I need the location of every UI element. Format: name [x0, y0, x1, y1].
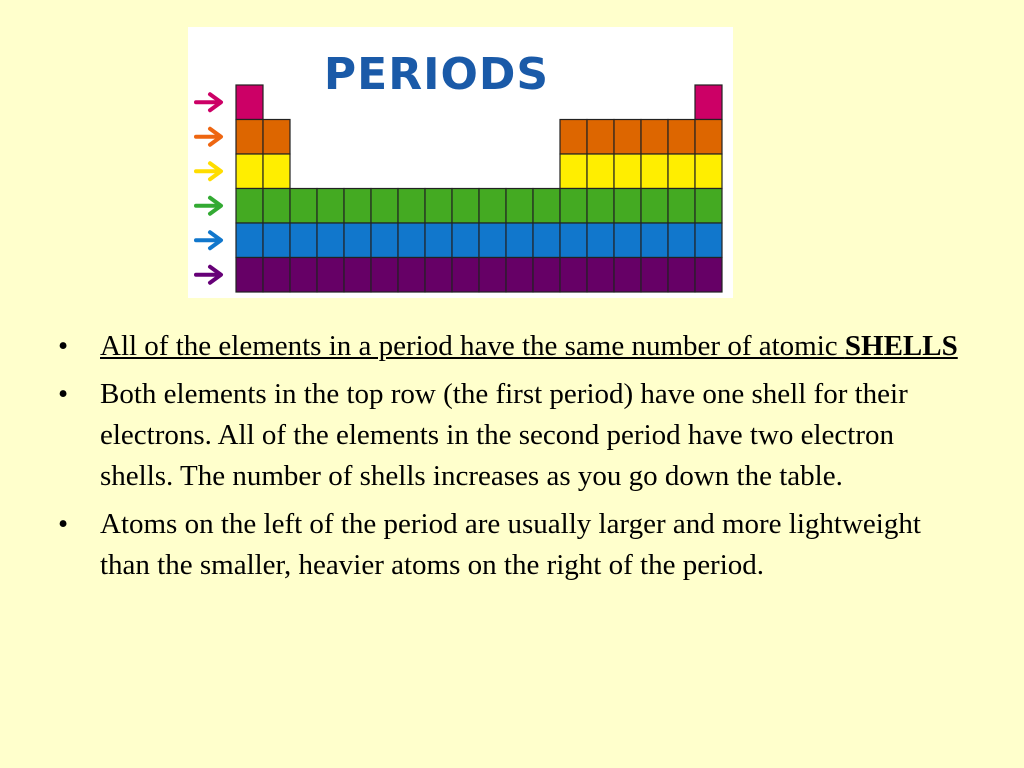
- bullet-list: [58, 326, 958, 593]
- bullet-emphasis: SHELLS: [844, 330, 958, 362]
- element-cell: [560, 223, 587, 258]
- element-cell: [263, 258, 290, 293]
- element-cell: [560, 120, 587, 155]
- element-cell: [344, 223, 371, 258]
- element-cell: [560, 258, 587, 293]
- periodic-table-grid: [188, 27, 733, 298]
- element-cell: [668, 258, 695, 293]
- element-cell: [641, 154, 668, 189]
- bullet-text: All of the elements in a period have the same number of atomic: [100, 330, 845, 362]
- element-cell: [398, 223, 425, 258]
- bullet-marker: •: [58, 330, 69, 362]
- element-cell: [641, 258, 668, 293]
- element-cell: [317, 189, 344, 224]
- element-cell: [641, 189, 668, 224]
- element-cell: [344, 258, 371, 293]
- right-arrow-icon: [196, 94, 221, 110]
- element-cell: [479, 189, 506, 224]
- element-cell: [398, 189, 425, 224]
- element-cell: [452, 223, 479, 258]
- element-cell: [587, 223, 614, 258]
- element-cell: [695, 154, 722, 189]
- element-cell: [695, 189, 722, 224]
- element-cell: [614, 120, 641, 155]
- bullet-marker: •: [58, 508, 69, 540]
- element-cell: [371, 258, 398, 293]
- element-cell: [317, 223, 344, 258]
- element-cell: [587, 154, 614, 189]
- element-cell: [263, 223, 290, 258]
- element-cell: [587, 258, 614, 293]
- element-cell: [263, 154, 290, 189]
- right-arrow-icon: [196, 129, 221, 145]
- element-cell: [479, 258, 506, 293]
- bullet-text: Both elements in the top row (the first period) have one shell for their electrons. All of the elements in the second period have two electron shells. The number of shells increases as you go down the table.: [100, 378, 908, 492]
- right-arrow-icon: [196, 232, 221, 248]
- element-cell: [371, 223, 398, 258]
- element-cell: [236, 189, 263, 224]
- element-cell: [236, 154, 263, 189]
- element-cell: [506, 189, 533, 224]
- element-cell: [479, 223, 506, 258]
- element-cell: [425, 223, 452, 258]
- right-arrow-icon: [196, 198, 221, 214]
- element-cell: [317, 258, 344, 293]
- element-cell: [668, 154, 695, 189]
- element-cell: [614, 189, 641, 224]
- element-cell: [533, 258, 560, 293]
- element-cell: [668, 189, 695, 224]
- element-cell: [560, 154, 587, 189]
- element-cell: [371, 189, 398, 224]
- element-cell: [641, 223, 668, 258]
- element-cell: [290, 258, 317, 293]
- element-cell: [614, 223, 641, 258]
- element-cell: [587, 120, 614, 155]
- element-cell: [668, 223, 695, 258]
- element-cell: [614, 154, 641, 189]
- element-cell: [695, 85, 722, 120]
- bullet-text: Atoms on the left of the period are usually larger and more lightweight than the smaller, heavier atoms on the right of the period.: [100, 508, 921, 581]
- element-cell: [425, 258, 452, 293]
- element-cell: [344, 189, 371, 224]
- element-cell: [695, 223, 722, 258]
- element-cell: [614, 258, 641, 293]
- element-cell: [290, 223, 317, 258]
- element-cell: [236, 120, 263, 155]
- element-cell: [236, 85, 263, 120]
- right-arrow-icon: [196, 267, 221, 283]
- bullet-item-2: [58, 374, 958, 497]
- element-cell: [263, 189, 290, 224]
- element-cell: [533, 223, 560, 258]
- element-cell: [695, 258, 722, 293]
- bullet-item-1: [58, 326, 958, 367]
- element-cell: [452, 258, 479, 293]
- element-cell: [290, 189, 317, 224]
- element-cell: [398, 258, 425, 293]
- bullet-marker: •: [58, 378, 69, 410]
- figure-title: PERIODS: [323, 49, 550, 100]
- element-cell: [668, 120, 695, 155]
- element-cell: [263, 120, 290, 155]
- element-cell: [587, 189, 614, 224]
- element-cell: [533, 189, 560, 224]
- element-cell: [506, 223, 533, 258]
- element-cell: [506, 258, 533, 293]
- right-arrow-icon: [196, 163, 221, 179]
- element-cell: [560, 189, 587, 224]
- periods-figure: [188, 27, 733, 298]
- element-cell: [641, 120, 668, 155]
- element-cell: [236, 223, 263, 258]
- bullet-item-3: [58, 504, 958, 586]
- element-cell: [236, 258, 263, 293]
- element-cell: [425, 189, 452, 224]
- element-cell: [452, 189, 479, 224]
- element-cell: [695, 120, 722, 155]
